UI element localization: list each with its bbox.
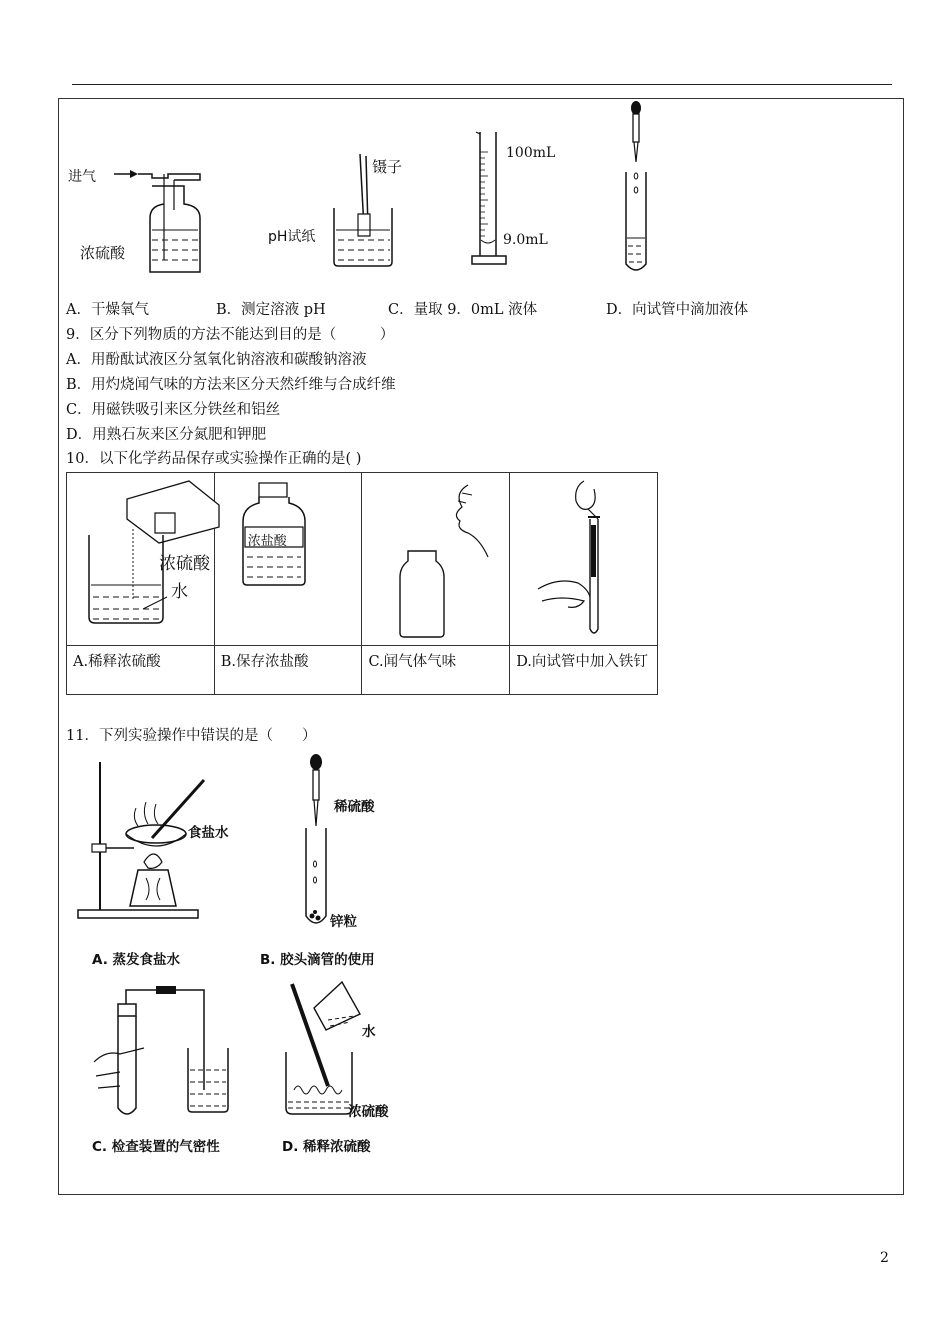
q11-zinc-label: 锌粒 xyxy=(330,914,357,930)
dilute-conc-acid-figure xyxy=(280,978,370,1118)
q9-option-d: D．用熟石灰来区分氮肥和钾肥 xyxy=(66,427,267,443)
page-number: 2 xyxy=(880,1250,889,1266)
q10-cell-a-caption xyxy=(67,646,215,695)
add-nail-figure xyxy=(528,479,638,639)
q11-conc-acid-label: 浓硫酸 xyxy=(348,1104,389,1120)
cylinder-bottom-label: 9.0mL xyxy=(503,232,548,248)
ph-paper-label: pH试纸 xyxy=(268,229,316,245)
header-rule xyxy=(72,84,892,85)
q10-option-b: B.保存浓盐酸 xyxy=(220,654,309,670)
q11-option-c: C. 检查装置的气密性 xyxy=(92,1139,220,1155)
dropper-zinc-figure xyxy=(296,752,336,932)
ph-test-figure xyxy=(320,150,403,275)
q11-stem: 11．下列实验操作中错误的是（ ） xyxy=(66,728,317,744)
airtightness-figure xyxy=(86,980,236,1120)
q10-options-table xyxy=(66,472,658,695)
q11-option-b: B. 胶头滴管的使用 xyxy=(260,952,375,968)
q8-option-b: B．测定溶液 pH xyxy=(216,302,326,318)
q11-option-a: A. 蒸发食盐水 xyxy=(92,952,181,968)
q9-option-a: A．用酚酞试液区分氢氧化钠溶液和碳酸钠溶液 xyxy=(66,352,367,368)
q10-option-d: D.向试管中加入铁钉 xyxy=(516,654,648,670)
gas-in-label: 进气 xyxy=(68,169,96,185)
smell-gas-figure xyxy=(392,481,502,641)
q11-water-label: 水 xyxy=(362,1024,376,1040)
evaporation-figure xyxy=(74,758,244,928)
q10-option-c: C.闻气体气味 xyxy=(368,654,457,670)
q10-bottle-label: 浓盐酸 xyxy=(247,534,287,549)
q10-cell-a-figure xyxy=(67,473,215,646)
q8-option-d: D．向试管中滴加液体 xyxy=(606,302,749,318)
tweezers-label: 镊子 xyxy=(372,158,403,176)
conc-sulfuric-label-a: 浓硫酸 xyxy=(80,244,126,262)
q8-option-c: C．量取 9．0mL 液体 xyxy=(388,302,538,318)
q10-cell-c-figure xyxy=(362,473,510,646)
cylinder-top-label: 100mL xyxy=(506,145,556,161)
q10-option-a: A.稀释浓硫酸 xyxy=(73,654,161,670)
q9-option-b: B．用灼烧闻气味的方法来区分天然纤维与合成纤维 xyxy=(66,377,396,393)
q10-cell-d-caption xyxy=(510,646,658,695)
q9-stem: 9．区分下列物质的方法不能达到目的是（ ） xyxy=(66,327,395,343)
dropper-test-tube-figure xyxy=(616,100,656,276)
q11-salt-water-label: 食盐水 xyxy=(188,825,229,841)
q10-cell-d-figure xyxy=(510,473,658,646)
q10-stem: 10．以下化学药品保存或实验操作正确的是( ) xyxy=(66,451,362,467)
q9-option-c: C．用磁铁吸引来区分铁丝和铝丝 xyxy=(66,402,281,418)
q10-cell-c-caption xyxy=(362,646,510,695)
q10-acid-label: 浓硫酸 xyxy=(159,554,210,574)
q10-cell-b-figure xyxy=(214,473,362,646)
q11-dilute-acid-label: 稀硫酸 xyxy=(334,799,375,815)
q11-option-d: D. 稀释浓硫酸 xyxy=(282,1139,371,1155)
q10-water-label: 水 xyxy=(171,582,188,602)
q10-cell-b-caption xyxy=(214,646,362,695)
q8-option-a: A．干燥氧气 xyxy=(66,302,149,318)
